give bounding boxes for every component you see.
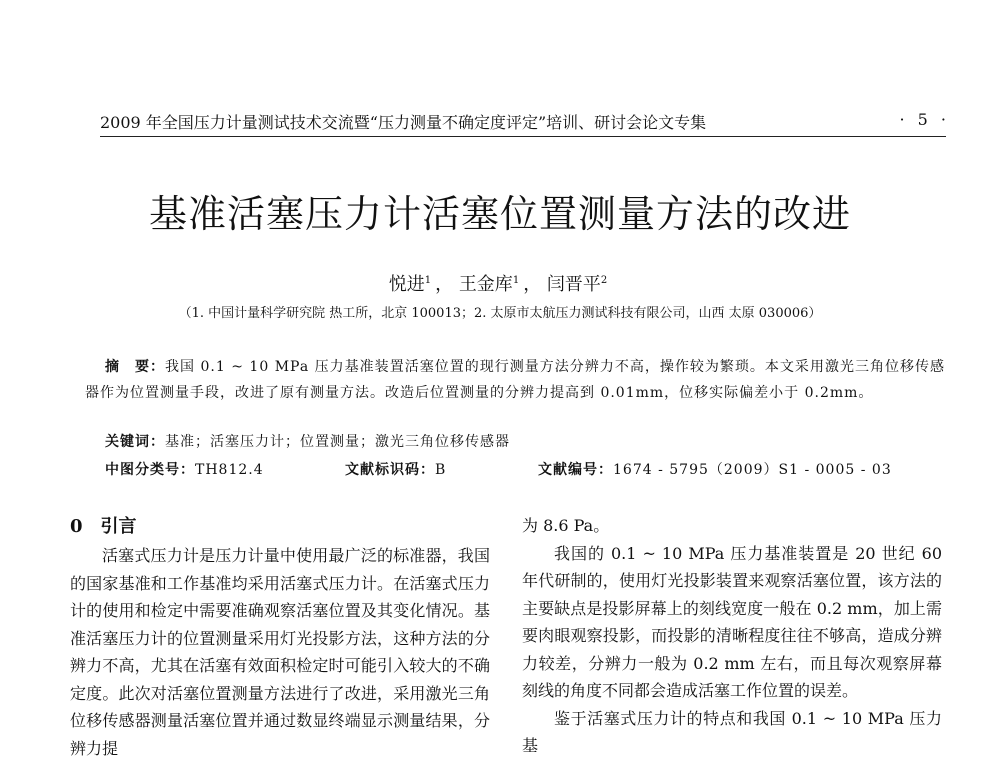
- doc-code-value: B: [435, 462, 447, 478]
- body-paragraph: 鉴于活塞式压力计的特点和我国 0.1 ~ 10 MPa 压力基: [522, 708, 942, 755]
- keywords-label: 关键词：: [105, 434, 165, 450]
- paper-title: 基准活塞压力计活塞位置测量方法的改进: [148, 192, 851, 236]
- page-number: · 5 ·: [899, 110, 950, 129]
- body-paragraph: 活塞式压力计是压力计量中使用最广泛的标准器，我国的国家基准和工作基准均采用活塞式压力计。在活塞式压力计的使用和检定中需要准确观察活塞位置及其变化情况。基准活塞压力计的位置测量采用灯光投影方法，这种方法的分辨力不高，尤其在活塞有效面积检定时可能引入较大的不确定度。此次对活塞位置测量方法进行了改进，采用激光三角位移传感器测量活塞位置并通过数显终端显示测量结果，分辨力提: [70, 546, 490, 758]
- clc-number: [105, 459, 264, 479]
- header-rule: [100, 136, 946, 137]
- document-code: [345, 459, 446, 479]
- running-header: [100, 110, 950, 133]
- author-name: 闫晋平: [546, 274, 601, 295]
- clc-value: TH812.4: [195, 462, 264, 478]
- author-affiliation-mark: 1: [424, 275, 432, 286]
- author-affiliation-mark: 2: [600, 275, 608, 286]
- right-column: [522, 512, 942, 760]
- body-paragraph-continuation: 为 8.6 Pa。: [522, 516, 610, 535]
- keywords-text: 基准；活塞压力计；位置测量；激光三角位移传感器: [165, 434, 510, 450]
- author-list: [0, 270, 1000, 296]
- author-separator: ，: [435, 274, 454, 295]
- article-number: [538, 459, 892, 479]
- left-column: [70, 542, 490, 762]
- affiliations: （1. 中国计量科学研究院 热工所，北京 100013；2. 太原市太航压力测试科技有限公司，山西 太原 030006）: [178, 306, 822, 321]
- keywords: [105, 431, 510, 451]
- author-name: 王金库: [458, 274, 513, 295]
- author-affiliation-mark: 1: [512, 275, 520, 286]
- article-no-value: 1674 - 5795（2009）S1 - 0005 - 03: [613, 462, 892, 478]
- clc-label: 中图分类号：: [105, 462, 195, 478]
- author-separator: ，: [523, 274, 542, 295]
- section-heading: 0 引言: [70, 516, 137, 537]
- abstract-label: 摘 要：: [105, 359, 166, 375]
- abstract-text: 我国 0.1 ~ 10 MPa 压力基准装置活塞位置的现行测量方法分辨力不高，操作较为繁琐。本文采用激光三角位移传感器作为位置测量手段，改进了原有测量方法。改造后位置测量的分辨力提高到 0.01mm，位移实际偏差小于 0.2mm。: [85, 359, 946, 401]
- author-name: 悦进: [388, 274, 425, 295]
- article-no-label: 文献编号：: [538, 462, 613, 478]
- abstract: [85, 354, 945, 406]
- running-title: 2009 年全国压力计量测试技术交流暨“压力测量不确定度评定”培训、研讨会论文专集: [100, 113, 707, 132]
- doc-code-label: 文献标识码：: [345, 462, 435, 478]
- body-paragraph: 我国的 0.1 ~ 10 MPa 压力基准装置是 20 世纪 60 年代研制的，使用灯光投影装置来观察活塞位置，该方法的主要缺点是投影屏幕上的刻线宽度一般在 0.2 mm，加上需要肉眼观察投影，而投影的清晰程度往往不够高，造成分辨力较差，分辨力一般为 0.2 mm 左右，而且每次观察屏幕刻线的角度不同都会造成活塞工作位置的误差。: [522, 543, 942, 700]
